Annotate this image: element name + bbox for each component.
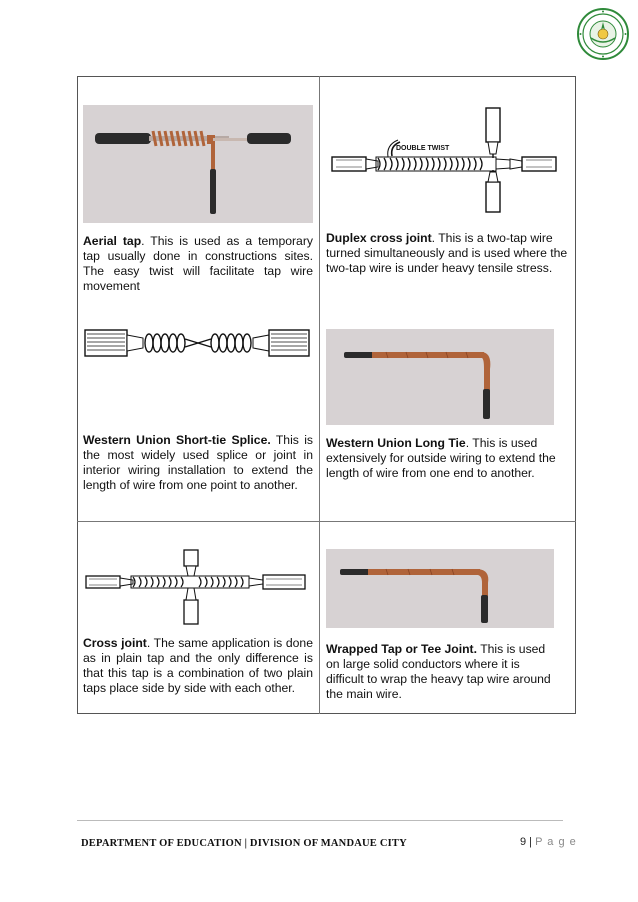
double-twist-label: DOUBLE TWIST — [396, 145, 450, 152]
footer-department: DEPARTMENT OF EDUCATION | DIVISION OF MANDAUE CITY — [81, 838, 407, 849]
western-union-long-tie-caption: Western Union Long Tie. This is used extensively for outside wiring to extend the length of wire from one end to another. — [326, 436, 556, 480]
western-union-short-tie-caption: Western Union Short-tie Splice. This is the most widely used splice or joint in interior wiring installation to extend the length of wire from one point to another. — [83, 433, 314, 492]
western-union-long-tie-photo — [326, 329, 554, 425]
cross-joint-caption: Cross joint. The same application is done as in plain tap and the only difference is that this tap is a combination of two plain taps place side by side with each other. — [83, 636, 313, 695]
table-row-divider — [77, 521, 576, 522]
aerial-tap-caption: Aerial tap. This is used as a temporary tap usually done in constructions sites. The easy twist will facilitate tap wire movement — [83, 234, 313, 293]
duplex-cross-joint-drawing — [326, 98, 562, 218]
footer-rule — [77, 820, 563, 821]
table-column-divider — [319, 76, 320, 714]
wrapped-tap-photo — [326, 549, 554, 628]
cross-joint-drawing — [83, 548, 313, 628]
wrapped-tap-caption: Wrapped Tap or Tee Joint. This is used on large solid conductors where it is difficult to wrap the heavy tap wire around the main wire. — [326, 642, 551, 701]
division-seal-logo — [577, 8, 629, 60]
western-union-short-tie-drawing — [83, 324, 313, 364]
aerial-tap-photo — [83, 105, 313, 223]
duplex-cross-joint-caption: Duplex cross joint. This is a two-tap wire turned simultaneously and is used where the two-tap wire is under heavy tensile stress. — [326, 231, 568, 275]
footer-page-number: 9 | P a g e — [520, 836, 577, 848]
